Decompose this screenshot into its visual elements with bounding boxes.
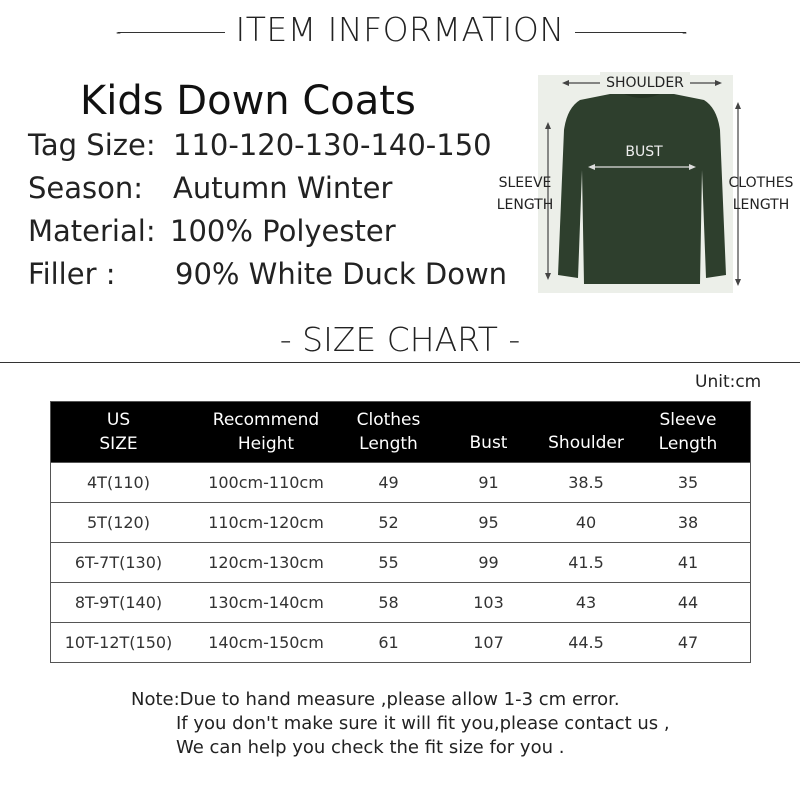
cell-bust: 99 xyxy=(478,553,499,572)
col-header-us-size: US SIZE xyxy=(99,410,138,454)
cell-us-size: 10T-12T(150) xyxy=(64,633,173,652)
cell-height: 130cm-140cm xyxy=(208,593,324,612)
info-label: Filler : xyxy=(28,257,116,291)
col-header-bust: Bust xyxy=(469,433,508,453)
table-header xyxy=(51,402,750,462)
cell-shoulder: 38.5 xyxy=(568,473,604,492)
bust-label: BUST xyxy=(625,144,663,160)
cell-height: 100cm-110cm xyxy=(208,473,324,492)
header-dash-right: - xyxy=(682,25,688,41)
info-label: Season: xyxy=(28,171,144,205)
cell-height: 140cm-150cm xyxy=(208,633,324,652)
col-header-shoulder: Shoulder xyxy=(548,433,624,453)
unit-label: Unit:cm xyxy=(695,372,762,392)
info-row-season xyxy=(28,171,393,205)
cell-clothes-length: 58 xyxy=(378,593,399,612)
info-value: 90% White Duck Down xyxy=(175,257,508,291)
note-line-2: If you don't make sure it will fit you,please contact us , xyxy=(176,713,670,734)
cell-bust: 91 xyxy=(478,473,499,492)
size-chart-title: - SIZE CHART - xyxy=(279,320,521,359)
sleeve-length-label xyxy=(492,172,558,216)
cell-shoulder: 41.5 xyxy=(568,553,604,572)
cell-clothes-length: 55 xyxy=(378,553,399,572)
cell-sleeve-length: 41 xyxy=(677,553,699,572)
info-label: Tag Size: xyxy=(28,128,156,162)
cell-us-size: 8T-9T(140) xyxy=(74,593,163,612)
size-chart-table xyxy=(50,401,751,663)
cell-us-size: 6T-7T(130) xyxy=(74,553,163,572)
info-row-material xyxy=(28,214,396,248)
cell-sleeve-length: 44 xyxy=(677,593,699,612)
info-label: Material: xyxy=(28,214,156,248)
coat-shape xyxy=(558,92,726,284)
table-row xyxy=(51,542,750,582)
cell-clothes-length: 52 xyxy=(378,513,399,532)
cell-us-size: 5T(120) xyxy=(87,513,150,532)
cell-shoulder: 40 xyxy=(575,513,597,532)
info-value: Autumn Winter xyxy=(173,171,393,205)
clothes-length-label xyxy=(722,172,800,216)
cell-bust: 95 xyxy=(478,513,499,532)
header-title xyxy=(0,10,800,49)
header-title-text: ITEM INFORMATION xyxy=(225,10,574,49)
cell-shoulder: 44.5 xyxy=(568,633,604,652)
size-chart-divider xyxy=(0,362,800,363)
cell-sleeve-length: 38 xyxy=(677,513,699,532)
info-row-tag-size xyxy=(28,128,492,162)
clothes-label-line2: LENGTH xyxy=(732,197,790,213)
sleeve-label-line1: SLEEVE xyxy=(498,175,552,191)
info-value: 110-120-130-140-150 xyxy=(173,128,492,162)
table-row xyxy=(51,582,750,622)
cell-height: 120cm-130cm xyxy=(208,553,324,572)
cell-sleeve-length: 35 xyxy=(677,473,699,492)
sleeve-label-line2: LENGTH xyxy=(496,197,554,213)
note-line-3: We can help you check the fit size for you . xyxy=(176,737,565,758)
cell-bust: 107 xyxy=(473,633,504,652)
col-header-sleeve-length: Sleeve Length xyxy=(658,410,718,454)
table-row xyxy=(51,462,750,502)
cell-clothes-length: 61 xyxy=(378,633,399,652)
note-line-1: Note:Due to hand measure ,please allow 1-3 cm error. xyxy=(131,689,620,710)
cell-us-size: 4T(110) xyxy=(87,473,150,492)
table-row xyxy=(51,622,750,662)
cell-shoulder: 43 xyxy=(575,593,597,612)
cell-clothes-length: 49 xyxy=(378,473,399,492)
measurement-diagram xyxy=(492,70,800,295)
col-header-height: Recommend Height xyxy=(212,410,320,454)
info-row-filler xyxy=(28,257,508,291)
cell-bust: 103 xyxy=(473,593,504,612)
col-header-clothes-length: Clothes Length xyxy=(356,410,421,454)
table-row xyxy=(51,502,750,542)
info-value: 100% Polyester xyxy=(170,214,396,248)
cell-sleeve-length: 47 xyxy=(677,633,699,652)
cell-height: 110cm-120cm xyxy=(208,513,324,532)
product-title: Kids Down Coats xyxy=(80,78,416,124)
header-dash-left: - xyxy=(116,25,122,41)
clothes-label-line1: CLOTHES xyxy=(728,175,794,191)
shoulder-label: SHOULDER xyxy=(600,72,690,94)
